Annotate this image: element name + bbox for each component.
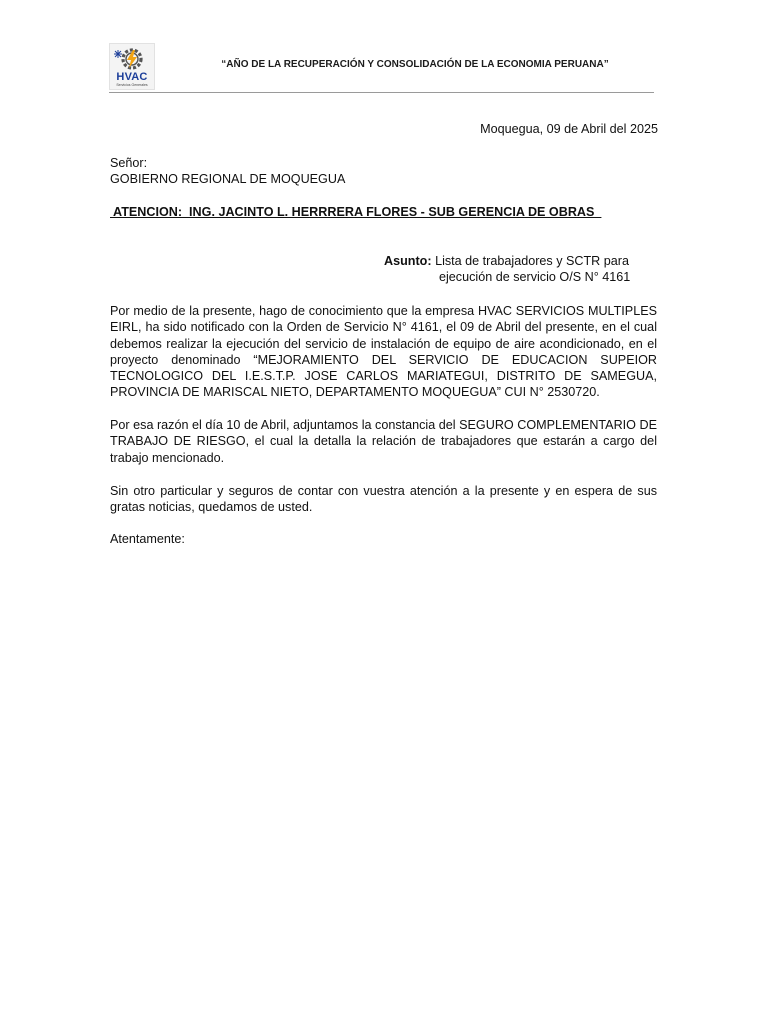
recipient: GOBIERNO REGIONAL DE MOQUEGUA [110,172,346,186]
logo-tagline: Servicios Generales [116,83,148,87]
body-paragraph-1: Por medio de la presente, hago de conocimiento que la empresa HVAC SERVICIOS MULTIPLES EIRL, ha sido notificado con la Orden de Servicio N° 4161, el 09 de Abril del presente, en el cual debemos realizar la ejecución del servicio de instalación de equipo de aire acondicionado, en el proyecto denominado “MEJORAMIENTO DEL SERVICIO DE EDUCACION SUPEIOR TECNOLOGICO DEL I.E.S.T.P. JOSE CARLOS MARIATEGUI, DISTRITO DE SAMEGUA, PROVINCIA DE MARISCAL NIETO, DEPARTAMENTO MOQUEGUA” CUI N° 2530720. [110,304,657,400]
company-logo [109,43,155,90]
logo-brand: HVAC [116,71,148,83]
body-paragraph-2: Por esa razón el día 10 de Abril, adjuntamos la constancia del SEGURO COMPLEMENTARIO DE TRABAJO DE RIESGO, el cual la detalla la relación de trabajadores que estarán a cargo del trabajo mencionado. [110,418,657,465]
salutation: Señor: [110,156,148,170]
subject-text-1: Lista de trabajadores y SCTR para [431,254,629,268]
subject-line-1 [384,253,629,269]
header-motto: “AÑO DE LA RECUPERACIÓN Y CONSOLIDACIÓN DE LA ECONOMIA PERUANA” [221,59,609,70]
body-paragraph-3: Sin otro particular y seguros de contar con vuestra atención a la presente y en espera de sus gratas noticias, quedamos de usted. [110,484,657,515]
gear-lightning-snowflake-icon [110,44,154,74]
letter-date: Moquegua, 09 de Abril del 2025 [480,122,658,136]
subject-label: Asunto: [384,254,432,268]
attention-line: ATENCION: ING. JACINTO L. HERRRERA FLORES - SUB GERENCIA DE OBRAS [110,205,602,219]
subject-line-2: ejecución de servicio O/S N° 4161 [439,270,631,284]
header-divider [109,92,654,93]
closing: Atentamente: [110,532,185,546]
